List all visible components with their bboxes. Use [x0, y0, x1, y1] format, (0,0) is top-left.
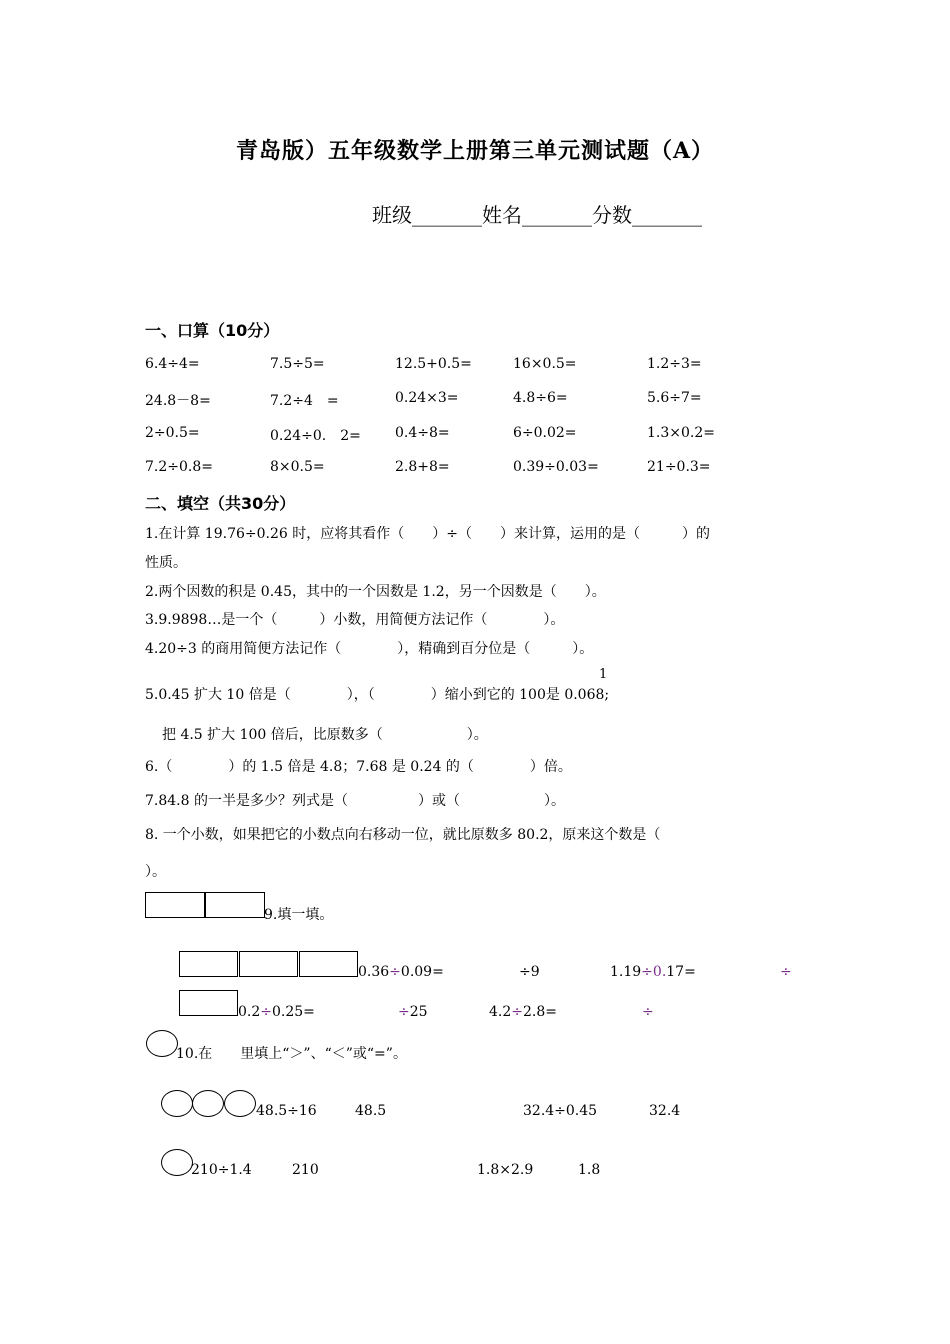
answer-box[interactable] — [145, 892, 205, 918]
q10-row1-right-expression: 32.4÷0.45 — [523, 1103, 598, 1119]
q9-number: 0.36 — [358, 964, 390, 980]
q9-number: 0. — [652, 964, 667, 980]
q10-row1-left-value: 48.5 — [355, 1103, 387, 1119]
q9-row1-expression-2 — [610, 964, 696, 980]
section2-heading: 二、填空（共30分） — [145, 494, 296, 513]
question-1-line1: 1.在计算 19.76÷0.26 时，应将其看作（ ）÷（ ）来计算，运用的是（ ）的 — [145, 526, 710, 542]
answer-box[interactable] — [239, 951, 298, 977]
question-9: 9.填一填。 — [264, 907, 334, 923]
question-5-line2: 把 4.5 扩大 100 倍后，比原数多（ ）。 — [162, 727, 488, 743]
calc-item: 0.4÷8= — [395, 425, 450, 441]
compare-circle[interactable] — [146, 1030, 178, 1057]
divide-symbol: ÷ — [780, 964, 792, 980]
question-1-line2: 性质。 — [145, 555, 187, 571]
answer-box[interactable] — [179, 951, 238, 977]
compare-circle[interactable] — [161, 1090, 193, 1117]
calc-item: 12.5+0.5= — [395, 356, 472, 372]
q10-row1-right-value: 32.4 — [649, 1103, 681, 1119]
q9-row2-blank-1 — [398, 1004, 428, 1020]
question-5-line1: 5.0.45 扩大 10 倍是（ ），（ ）缩小到它的 100是 0.068; — [145, 687, 610, 703]
q9-number: 0.25= — [272, 1004, 315, 1020]
calc-item: 2÷0.5= — [145, 425, 200, 441]
answer-box[interactable] — [179, 990, 238, 1016]
q10-row2-right-value: 1.8 — [578, 1162, 601, 1178]
question-8-line2: ）。 — [145, 864, 166, 880]
calc-item: 16×0.5= — [513, 356, 577, 372]
section1-heading: 一、口算（10分） — [145, 321, 280, 340]
calc-item: 7.5÷5= — [270, 356, 325, 372]
calc-item: 21÷0.3= — [647, 459, 711, 475]
calc-item: 5.6÷7= — [647, 390, 702, 406]
q9-number: 2.8= — [523, 1004, 557, 1020]
calc-item: 1.2÷3= — [647, 356, 702, 372]
q9-number: 25 — [409, 1004, 428, 1020]
divide-symbol: ÷ — [511, 1004, 523, 1020]
calc-item: 7.2÷0.8= — [145, 459, 213, 475]
calc-item: 0.39÷0.03= — [513, 459, 599, 475]
divide-symbol: ÷ — [389, 964, 401, 980]
q9-number: 1.19 — [610, 964, 642, 980]
q9-number: 0.2 — [238, 1004, 261, 1020]
question-10: 10.在 里填上“＞”、“＜”或“=”。 — [176, 1046, 407, 1062]
calc-item: 4.8÷6= — [513, 390, 568, 406]
divide-symbol: ÷ — [398, 1004, 410, 1020]
fraction-numerator: 1 — [599, 667, 608, 682]
q9-number: 17= — [666, 964, 696, 980]
calc-item: 1.3×0.2= — [647, 425, 715, 441]
question-4: 4.20÷3 的商用简便方法记作（ ），精确到百分位是（ ）。 — [145, 641, 594, 657]
calc-item: 24.8－8= — [145, 393, 211, 409]
q10-row2-right-expression: 1.8×2.9 — [477, 1162, 534, 1178]
calc-item: 7.2÷4 = — [270, 393, 339, 409]
q9-row1-expression-1 — [358, 964, 444, 980]
calc-item: 0.24÷0. 2= — [270, 428, 361, 444]
q9-row2-expression-2 — [489, 1004, 557, 1020]
q9-number: 0.09= — [400, 964, 444, 980]
calc-item: 2.8+8= — [395, 459, 450, 475]
student-info-line: 班级_______姓名_______分数_______ — [372, 203, 702, 227]
compare-circle[interactable] — [192, 1090, 224, 1117]
answer-box[interactable] — [205, 892, 265, 918]
q9-number: 4.2 — [489, 1004, 512, 1020]
calc-item: 6÷0.02= — [513, 425, 577, 441]
question-3: 3.9.9898…是一个（ ）小数，用简便方法记作（ ）。 — [145, 612, 565, 628]
page-title: 青岛版）五年级数学上册第三单元测试题（A） — [235, 138, 715, 164]
question-6: 6.（ ）的 1.5 倍是 4.8；7.68 是 0.24 的（ ）倍。 — [145, 759, 572, 775]
question-8-line1: 8. 一个小数，如果把它的小数点向右移动一位，就比原数多 80.2，原来这个数是（ — [145, 827, 661, 843]
calc-item: 8×0.5= — [270, 459, 325, 475]
q10-row1-left-expression: 48.5÷16 — [256, 1103, 317, 1119]
q9-row2-expression-1 — [238, 1004, 315, 1020]
calc-item: 6.4÷4= — [145, 356, 200, 372]
divide-symbol: ÷ — [641, 964, 653, 980]
divide-symbol: ÷ — [260, 1004, 272, 1020]
compare-circle[interactable] — [161, 1149, 193, 1176]
compare-circle[interactable] — [224, 1090, 256, 1117]
answer-box[interactable] — [299, 951, 358, 977]
question-7: 7.84.8 的一半是多少？列式是（ ）或（ ）。 — [145, 793, 565, 809]
question-2: 2.两个因数的积是 0.45，其中的一个因数是 1.2，另一个因数是（ ）。 — [145, 584, 606, 600]
q9-row1-blank-1: ÷9 — [519, 964, 540, 980]
divide-symbol: ÷ — [642, 1004, 654, 1020]
q10-row2-left-expression: 210÷1.4 — [191, 1162, 252, 1178]
calc-item: 0.24×3= — [395, 390, 459, 406]
q10-row2-left-value: 210 — [292, 1162, 319, 1178]
